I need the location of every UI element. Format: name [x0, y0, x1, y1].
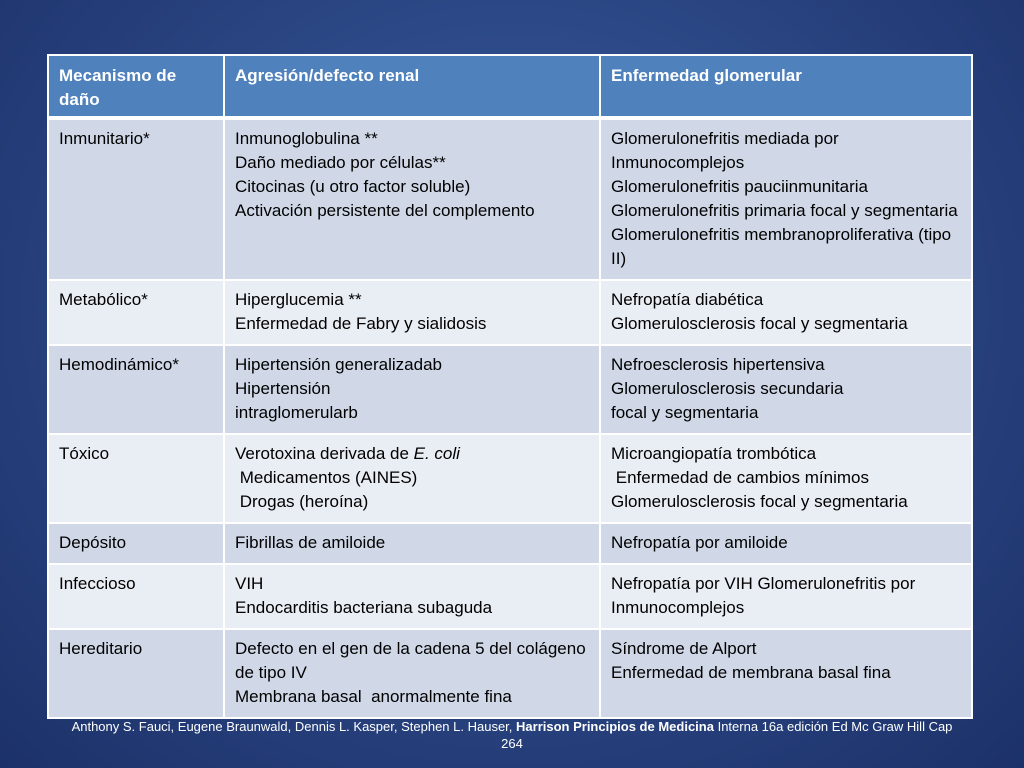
table-row — [48, 280, 972, 345]
aggression-line: Endocarditis bacteriana subaguda — [235, 598, 493, 617]
disease-line: Glomerulosclerosis focal y segmentaria — [611, 314, 908, 333]
aggression-line: Fibrillas de amiloide — [235, 533, 386, 552]
aggression-cell — [224, 118, 600, 280]
table-row — [48, 118, 972, 280]
citation-edition: Interna 16a edición Ed Mc Graw Hill Cap 264 — [501, 719, 953, 751]
disease-line: Glomerulonefritis pauciinmunitaria — [611, 177, 869, 196]
aggression-line: Activación persistente del complemento — [235, 201, 535, 220]
table-row — [48, 523, 972, 564]
disease-cell — [600, 118, 972, 280]
table-row — [48, 629, 972, 718]
aggression-line: Citocinas (u otro factor soluble) — [235, 177, 471, 196]
disease-line: Glomerulosclerosis focal y segmentaria — [611, 492, 908, 511]
citation-authors: Anthony S. Fauci, Eugene Braunwald, Dennis L. Kasper, Stephen L. Hauser, — [71, 719, 517, 734]
table-row — [48, 434, 972, 523]
aggression-cell — [224, 434, 600, 523]
disease-line: Enfermedad de membrana basal fina — [611, 663, 891, 682]
aggression-line: Medicamentos (AINES) — [235, 468, 418, 487]
disease-line: Enfermedad de cambios mínimos — [611, 468, 869, 487]
aggression-line: Hipertensión generalizadab — [235, 355, 442, 374]
mechanism-cell: Infeccioso — [48, 564, 224, 629]
disease-line: Nefropatía diabética — [611, 290, 764, 309]
aggression-line: Hiperglucemia ** — [235, 290, 362, 309]
disease-line: Glomerulosclerosis secundaria — [611, 379, 844, 398]
aggression-cell — [224, 345, 600, 434]
disease-line: Nefropatía por VIH Glomerulonefritis por Inmunocomplejos — [611, 574, 920, 617]
aggression-line: Inmunoglobulina ** — [235, 129, 378, 148]
aggression-cell — [224, 280, 600, 345]
disease-line: Nefropatía por amiloide — [611, 533, 788, 552]
header-disease: Enfermedad glomerular — [600, 55, 972, 118]
source-citation — [60, 718, 964, 752]
aggression-text: Verotoxina derivada de — [235, 444, 414, 463]
aggression-cell — [224, 523, 600, 564]
aggression-line: Daño mediado por células** — [235, 153, 446, 172]
aggression-line: Enfermedad de Fabry y sialidosis — [235, 314, 487, 333]
aggression-line: VIH — [235, 574, 264, 593]
disease-line: focal y segmentaria — [611, 403, 759, 422]
aggression-line — [235, 442, 589, 466]
aggression-line: Defecto en el gen de la cadena 5 del colágeno de tipo IV — [235, 639, 591, 682]
mechanism-cell: Metabólico* — [48, 280, 224, 345]
citation-book-title: Harrison Principios de Medicina — [516, 719, 714, 734]
header-aggression: Agresión/defecto renal — [224, 55, 600, 118]
disease-cell — [600, 280, 972, 345]
disease-cell — [600, 523, 972, 564]
header-mechanism: Mecanismo de daño — [48, 55, 224, 118]
table-row — [48, 345, 972, 434]
disease-line: Glomerulonefritis mediada por Inmunocomplejos — [611, 129, 844, 172]
disease-cell — [600, 345, 972, 434]
mechanism-cell: Hereditario — [48, 629, 224, 718]
disease-cell — [600, 629, 972, 718]
disease-line: Microangiopatía trombótica — [611, 444, 817, 463]
mechanisms-table — [47, 54, 973, 719]
aggression-line: Drogas (heroína) — [235, 492, 369, 511]
mechanism-cell: Depósito — [48, 523, 224, 564]
mechanism-cell: Tóxico — [48, 434, 224, 523]
aggression-line: Membrana basal anormalmente fina — [235, 687, 512, 706]
disease-cell — [600, 564, 972, 629]
aggression-cell — [224, 564, 600, 629]
disease-line: Glomerulonefritis primaria focal y segmentaria — [611, 201, 958, 220]
table-row — [48, 564, 972, 629]
mechanism-cell: Hemodinámico* — [48, 345, 224, 434]
mechanism-cell: Inmunitario* — [48, 118, 224, 280]
aggression-line: Hipertensión intraglomerularb — [235, 379, 358, 422]
aggression-cell — [224, 629, 600, 718]
disease-cell — [600, 434, 972, 523]
disease-line: Nefroesclerosis hipertensiva — [611, 355, 825, 374]
disease-line: Síndrome de Alport — [611, 639, 757, 658]
organism-name: E. coli — [413, 444, 460, 463]
table-header-row — [48, 55, 972, 118]
disease-line: Glomerulonefritis membranoproliferativa (tipo II) — [611, 225, 956, 268]
